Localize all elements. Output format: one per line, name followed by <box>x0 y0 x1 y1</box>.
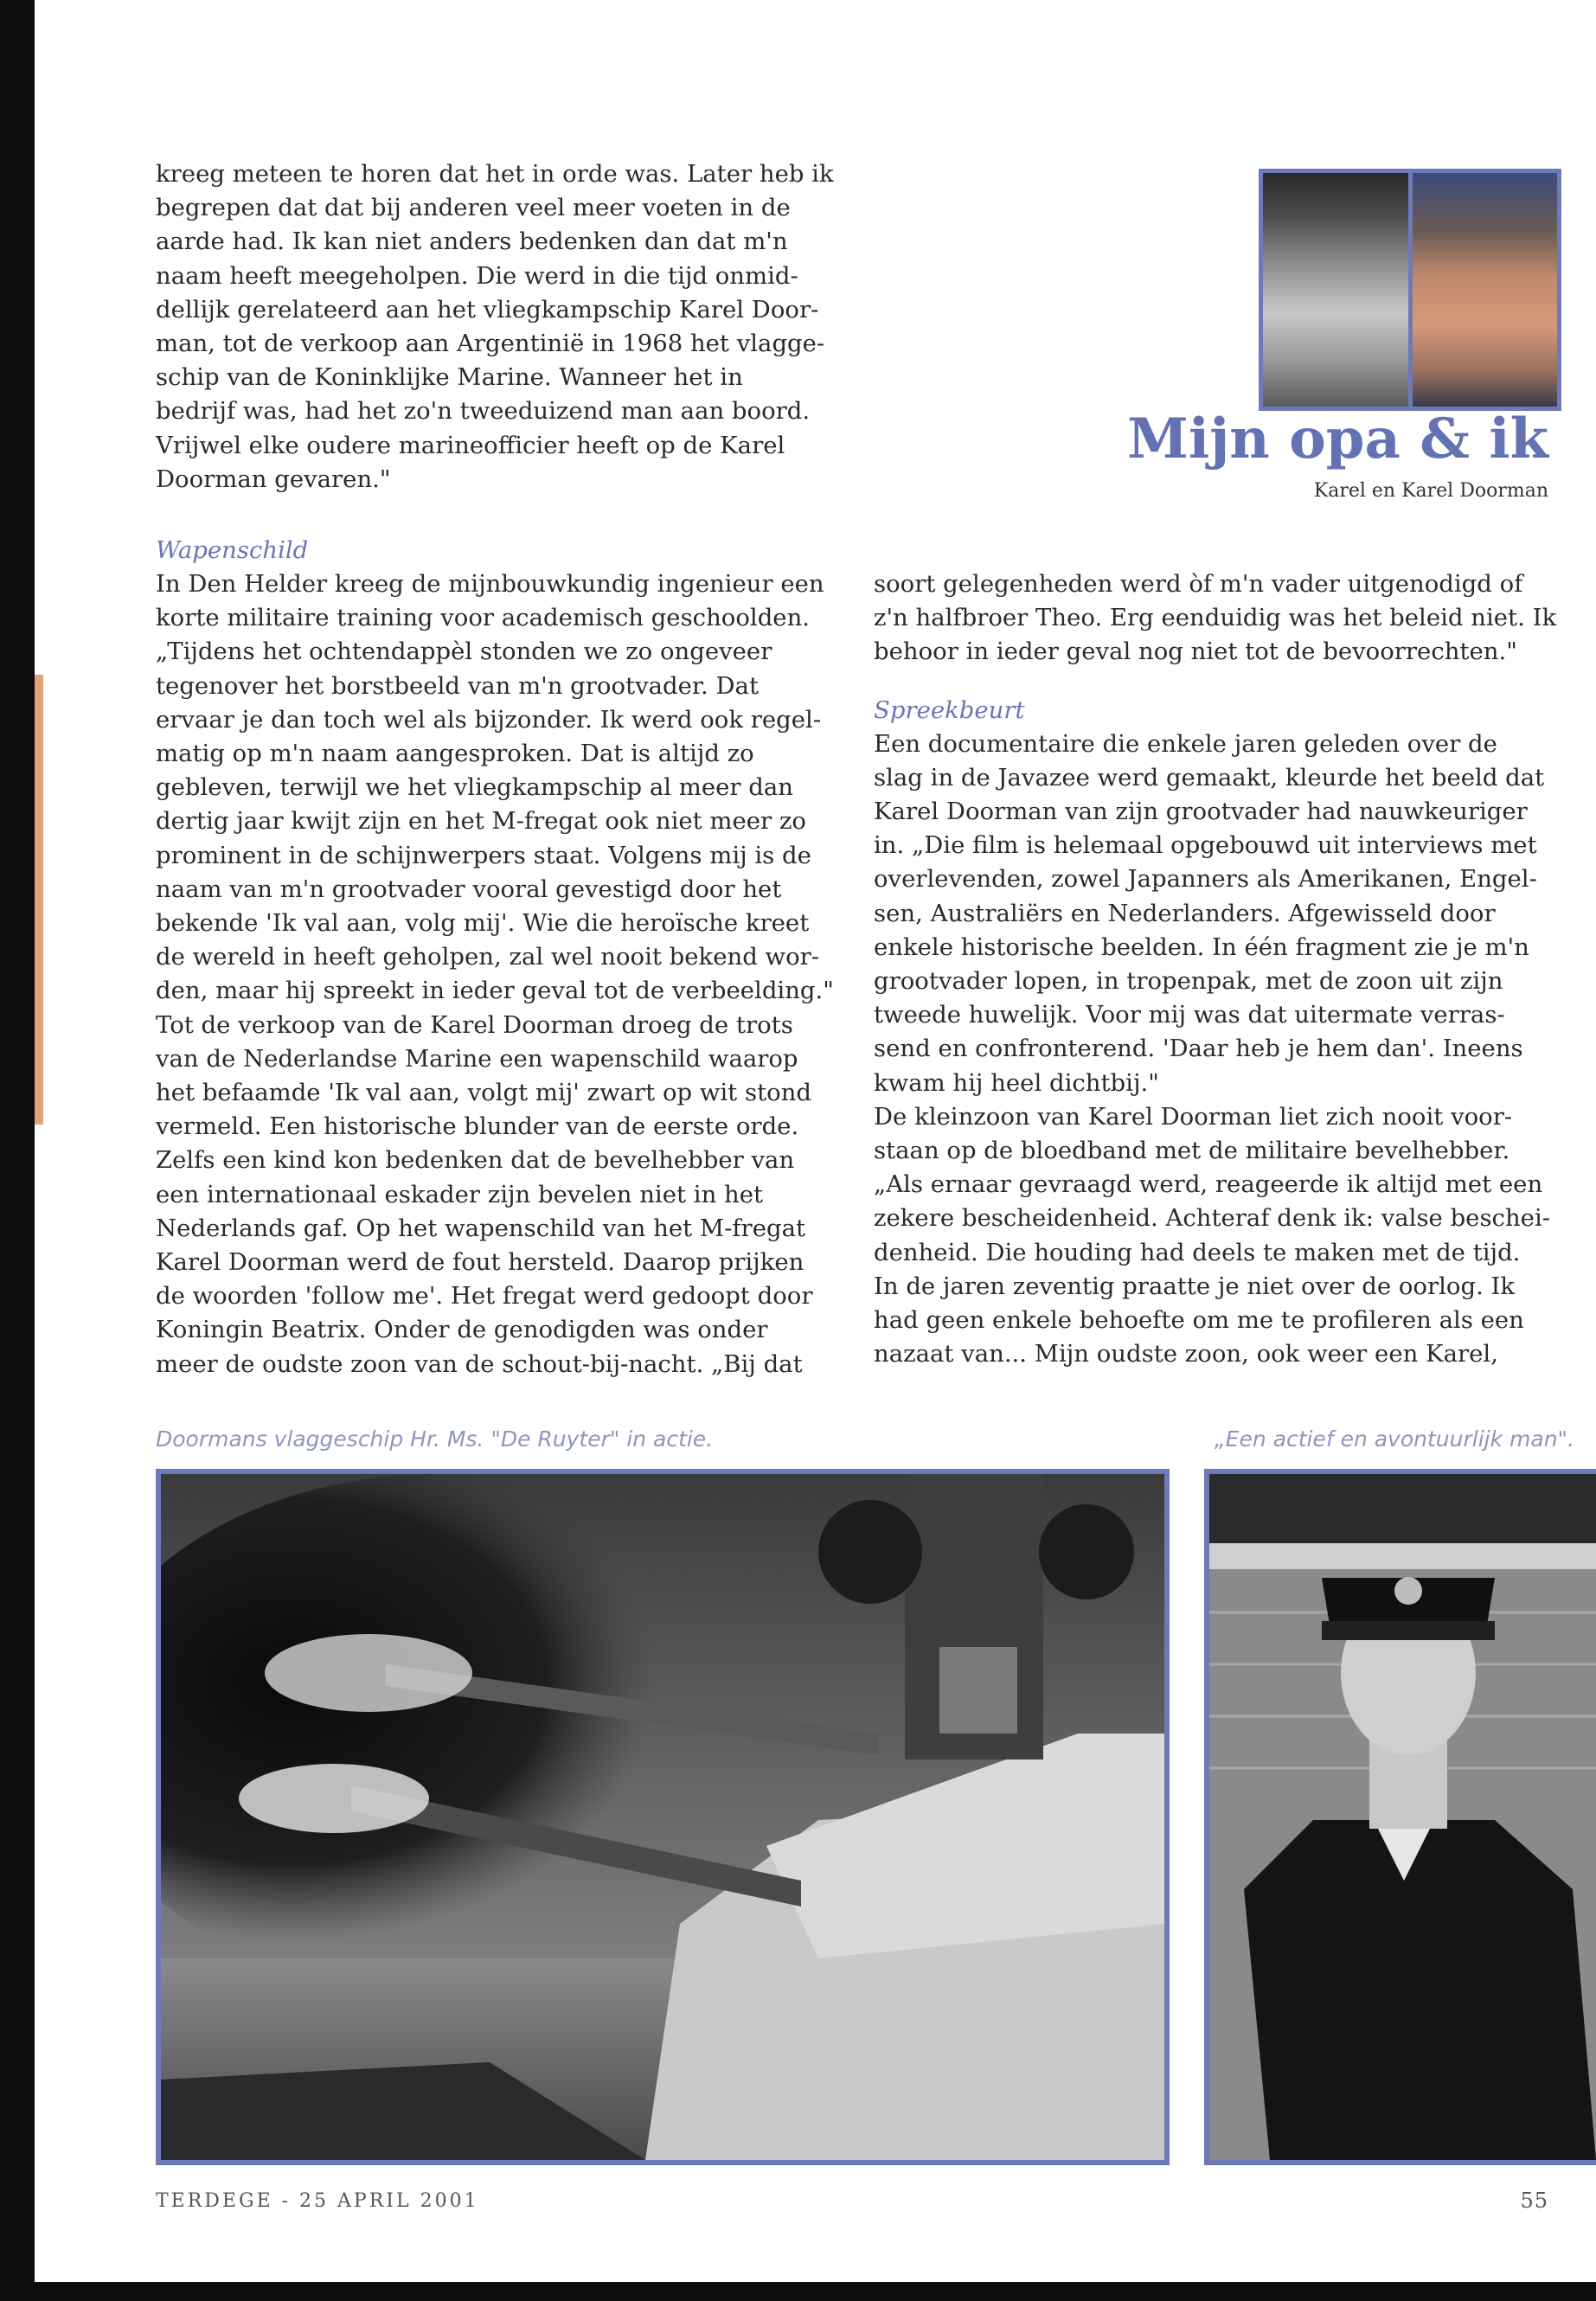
text-line: „Als ernaar gevraagd werd, reageerde ik altijd met een <box>874 1170 1543 1199</box>
publication-footer: TERDEGE - 25 APRIL 2001 <box>156 2190 479 2212</box>
text-line: korte militaire training voor academisch geschoolden. <box>156 604 811 632</box>
text-line: den, maar hij spreekt in ieder geval tot de verbeelding." <box>156 977 834 1005</box>
text-line: aarde had. Ik kan niet anders bedenken dan dat m'n <box>156 228 788 256</box>
section-heading-spreekbeurt: Spreekbeurt <box>874 695 1025 724</box>
text-line: in. „Die film is helemaal opgebouwd uit interviews met <box>874 831 1537 860</box>
text-line: overlevenden, zowel Japanners als Amerikanen, Engel- <box>874 865 1537 894</box>
warship-photo-graphic <box>161 1474 1164 2160</box>
text-line: Vrijwel elke oudere marineofficier heeft op de Karel <box>156 431 785 459</box>
grandfather-portrait-photo <box>1263 173 1408 407</box>
text-line: kwam hij heel dichtbij." <box>874 1068 1159 1097</box>
text-line: Karel Doorman werd de fout hersteld. Daarop prijken <box>156 1248 804 1277</box>
text-line: slag in de Javazee werd gemaakt, kleurde het beeld dat <box>874 763 1545 792</box>
text-line: dertig jaar kwijt zijn en het M-fregat ook niet meer zo <box>156 807 806 836</box>
text-line: Tot de verkoop van de Karel Doorman droeg de trots <box>156 1010 793 1039</box>
top-left-text-block <box>156 157 839 497</box>
text-line: Koningin Beatrix. Onder de genodigden was onder <box>156 1316 768 1344</box>
text-line: vermeld. Een historische blunder van de eerste orde. <box>156 1112 799 1141</box>
warship-photo <box>156 1469 1170 2165</box>
text-line: z'n halfbroer Theo. Erg eenduidig was het beleid niet. Ik <box>874 604 1557 632</box>
text-line: meer de oudste zoon van de schout-bij-nacht. „Bij dat <box>156 1349 803 1378</box>
text-line: Nederlands gaf. Op het wapenschild van het M-fregat <box>156 1214 806 1242</box>
text-line: Karel Doorman van zijn grootvader had nauwkeuriger <box>874 798 1528 826</box>
officer-portrait-photo <box>1204 1469 1596 2165</box>
portrait-photo-caption: „Een actief en avontuurlijk man". <box>1214 1426 1574 1452</box>
text-line: ervaar je dan toch wel als bijzonder. Ik werd ook regel- <box>156 705 822 734</box>
feature-subtitle: Karel en Karel Doorman <box>1313 480 1548 502</box>
text-line: tegenover het borstbeeld van m'n grootvader. Dat <box>156 671 760 700</box>
text-line: bedrijf was, had het zo'n tweeduizend man aan boord. <box>156 397 811 426</box>
text-line: staan op de bloedband met de militaire bevelhebber. <box>874 1137 1510 1165</box>
text-line: Doorman gevaren." <box>156 465 391 493</box>
text-line: grootvader lopen, in tropenpak, met de zoon uit zijn <box>874 967 1503 996</box>
text-line: kreeg meteen te horen dat het in orde was. Later heb ik <box>156 160 834 188</box>
feature-portrait-pair <box>1259 169 1561 411</box>
ship-photo-caption: Doormans vlaggeschip Hr. Ms. "De Ruyter" in actie. <box>156 1426 714 1452</box>
text-line: de wereld in heeft geholpen, zal wel nooit bekend wor- <box>156 943 820 971</box>
section-heading-wapenschild: Wapenschild <box>156 536 309 564</box>
text-line: „Tijdens het ochtendappèl stonden we zo ongeveer <box>156 638 772 666</box>
text-line: In Den Helder kreeg de mijnbouwkundig ingenieur een <box>156 570 824 598</box>
text-line: schip van de Koninklijke Marine. Wanneer het in <box>156 363 743 392</box>
text-line: send en confronterend. 'Daar heb je hem dan'. Ineens <box>874 1035 1523 1063</box>
feature-title: Mijn opa & ik <box>1126 407 1548 471</box>
text-line: nazaat van... Mijn oudste zoon, ook weer een Karel, <box>874 1340 1498 1368</box>
text-line: soort gelegenheden werd òf m'n vader uitgenodigd of <box>874 570 1523 598</box>
text-line: Zelfs een kind kon bedenken dat de bevelhebber van <box>156 1146 795 1175</box>
text-line: het befaamde 'Ik val aan, volgt mij' zwart op wit stond <box>156 1079 812 1107</box>
text-line: enkele historische beelden. In één fragment zie je m'n <box>874 933 1529 961</box>
left-column <box>156 534 839 1381</box>
text-line: Een documentaire die enkele jaren geleden over de <box>874 729 1497 758</box>
right-column <box>874 567 1557 1371</box>
text-line: In de jaren zeventig praatte je niet over de oorlog. Ik <box>874 1272 1516 1300</box>
grandson-portrait-photo <box>1413 173 1558 407</box>
text-line: gebleven, terwijl we het vliegkampschip al meer dan <box>156 773 794 802</box>
page-bottom-edge <box>0 2282 1596 2301</box>
text-line: had geen enkele behoefte om me te profileren als een <box>874 1306 1524 1335</box>
officer-portrait-graphic <box>1209 1474 1596 2160</box>
page-number: 55 <box>1520 2189 1548 2213</box>
text-line: tweede huwelijk. Voor mij was dat uitermate verras- <box>874 1001 1505 1029</box>
text-line: De kleinzoon van Karel Doorman liet zich nooit voor- <box>874 1102 1513 1131</box>
text-line: bekende 'Ik val aan, volg mij'. Wie die heroïsche kreet <box>156 909 810 938</box>
text-line: naam van m'n grootvader vooral gevestigd door het <box>156 875 782 903</box>
text-line: man, tot de verkoop aan Argentinië in 1968 het vlagge- <box>156 330 825 358</box>
text-line: begrepen dat dat bij anderen veel meer voeten in de <box>156 194 791 222</box>
text-line: behoor in ieder geval nog niet tot de bevoorrechten." <box>874 638 1517 666</box>
page-spine-edge <box>0 0 35 2301</box>
text-line: sen, Australiërs en Nederlanders. Afgewisseld door <box>874 899 1496 927</box>
text-line: een internationaal eskader zijn bevelen niet in het <box>156 1180 764 1208</box>
text-line: naam heeft meegeholpen. Die werd in die tijd onmid- <box>156 261 798 290</box>
text-line: dellijk gerelateerd aan het vliegkampschip Karel Door- <box>156 295 819 324</box>
text-line: prominent in de schijnwerpers staat. Volgens mij is de <box>156 841 811 869</box>
text-line: denheid. Die houding had deels te maken met de tijd. <box>874 1238 1521 1266</box>
text-line: matig op m'n naam aangesproken. Dat is altijd zo <box>156 740 754 768</box>
text-line: de woorden 'follow me'. Het fregat werd gedoopt door <box>156 1282 813 1311</box>
text-line: zekere bescheidenheid. Achteraf denk ik: valse beschei- <box>874 1204 1551 1233</box>
page-edge-mark <box>35 675 43 1125</box>
text-line: van de Nederlandse Marine een wapenschild waarop <box>156 1044 798 1073</box>
